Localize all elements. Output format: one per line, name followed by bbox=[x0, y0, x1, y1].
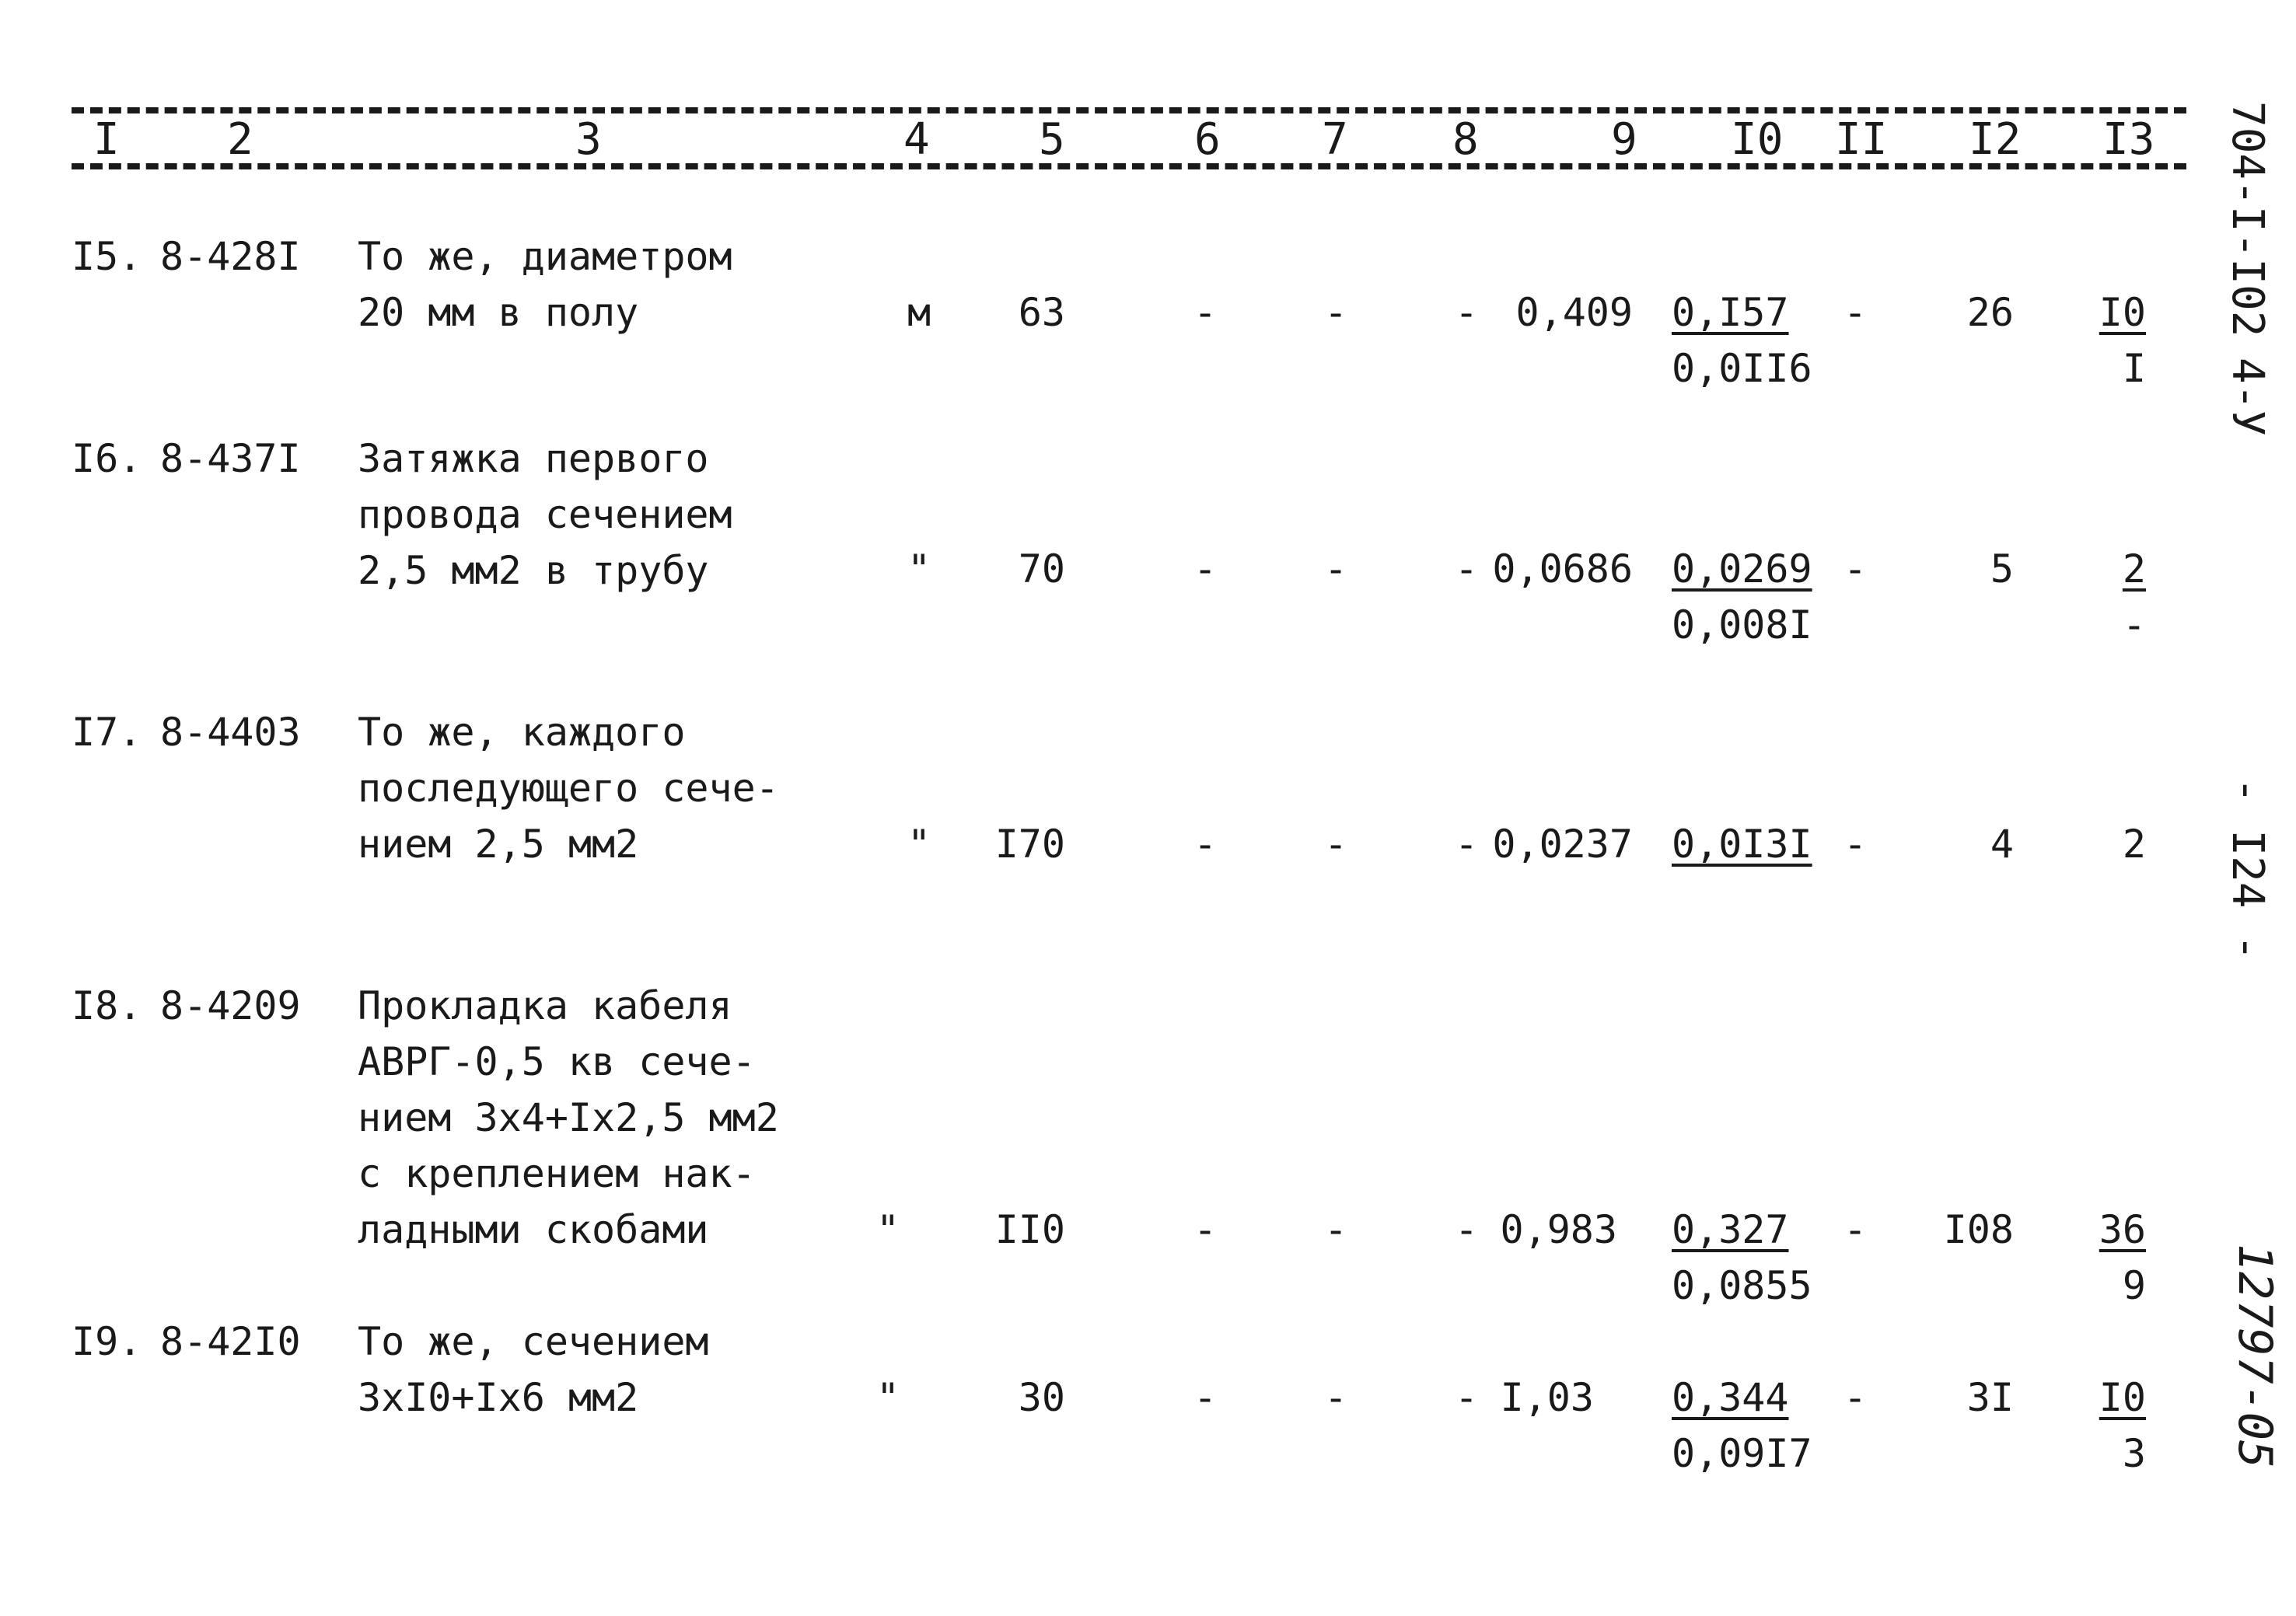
col8-value: - bbox=[1454, 290, 1479, 335]
margin-doc-code: 704-I-I02 bbox=[2222, 101, 2273, 337]
unit: " bbox=[907, 546, 931, 592]
row-number: I7. bbox=[72, 710, 142, 755]
col11-value: - bbox=[1843, 822, 1868, 867]
col-header-2: 2 bbox=[227, 114, 253, 165]
col-header-5: 5 bbox=[1039, 114, 1065, 165]
row-number: I5. bbox=[72, 234, 142, 279]
col13-fraction: 2 bbox=[2122, 822, 2146, 867]
unit: " bbox=[875, 1207, 900, 1252]
col-header-9: 9 bbox=[1611, 114, 1637, 165]
unit: " bbox=[907, 822, 931, 867]
col12-value: 3I bbox=[1966, 1375, 2014, 1420]
col6-value: - bbox=[1193, 290, 1218, 335]
col6-value: - bbox=[1193, 1375, 1218, 1420]
row-description: То же, диаметром 20 мм в полу bbox=[358, 234, 732, 335]
col-header-13: I3 bbox=[2102, 114, 2155, 165]
col6-value: - bbox=[1193, 822, 1218, 867]
quantity: II0 bbox=[994, 1207, 1065, 1252]
col-header-8: 8 bbox=[1452, 114, 1479, 165]
quantity: 63 bbox=[1018, 290, 1065, 335]
row-description: То же, каждого последующего сече- нием 2,5 мм2 bbox=[358, 710, 779, 867]
col12-value: 26 bbox=[1966, 290, 2014, 335]
col10-fraction: $\frac{0,0269}{0,008I}$ bbox=[1672, 546, 1812, 647]
col13-fraction: $\frac{I0}{I}$ bbox=[2099, 290, 2146, 391]
col6-value: - bbox=[1193, 546, 1218, 592]
col11-value: - bbox=[1843, 546, 1868, 592]
col-header-7: 7 bbox=[1322, 114, 1348, 165]
col7-value: - bbox=[1323, 1207, 1348, 1252]
col9-value: I,03 bbox=[1500, 1375, 1594, 1420]
col13-fraction: 2 - bbox=[2122, 546, 2146, 647]
price-code: 8-437I bbox=[160, 436, 301, 481]
col9-value: 0,0686 bbox=[1492, 546, 1633, 592]
col-header-12: I2 bbox=[1969, 114, 2022, 165]
row-description: Затяжка первого провода сечением 2,5 мм2 в трубу bbox=[358, 436, 732, 593]
unit: м bbox=[907, 290, 931, 335]
price-code: 8-42I0 bbox=[160, 1319, 301, 1364]
price-code: 8-4209 bbox=[160, 983, 301, 1028]
col9-value: 0,0237 bbox=[1492, 822, 1633, 867]
row-number: I6. bbox=[72, 436, 142, 481]
col-header-1: I bbox=[93, 114, 120, 165]
col13-fraction: $\frac{36}{9}$ bbox=[2099, 1207, 2146, 1308]
quantity: 30 bbox=[1018, 1375, 1065, 1420]
margin-page-number: - I24 - bbox=[2222, 777, 2273, 962]
margin-inventory-number: 12797-05 bbox=[2228, 1244, 2282, 1468]
col10-fraction: $\frac{0,327}{0,0855}$ bbox=[1672, 1207, 1812, 1308]
col12-value: 4 bbox=[1990, 822, 2014, 867]
col7-value: - bbox=[1323, 546, 1348, 592]
header-top-rule bbox=[72, 107, 2186, 113]
col-header-10: I0 bbox=[1731, 114, 1784, 165]
col7-value: - bbox=[1323, 822, 1348, 867]
col9-value: 0,409 bbox=[1515, 290, 1633, 335]
col7-value: - bbox=[1323, 1375, 1348, 1420]
col11-value: - bbox=[1843, 290, 1868, 335]
row-number: I8. bbox=[72, 983, 142, 1028]
col8-value: - bbox=[1454, 1375, 1479, 1420]
quantity: 70 bbox=[1018, 546, 1065, 592]
col-header-3: 3 bbox=[575, 114, 602, 165]
col8-value: - bbox=[1454, 1207, 1479, 1252]
col8-value: - bbox=[1454, 822, 1479, 867]
col-header-6: 6 bbox=[1194, 114, 1221, 165]
col10-fraction: 0,0I3I bbox=[1672, 822, 1812, 867]
col-header-11: II bbox=[1835, 114, 1888, 165]
col8-value: - bbox=[1454, 546, 1479, 592]
col13-fraction: $\frac{I0}{3}$ bbox=[2099, 1375, 2146, 1476]
col7-value: - bbox=[1323, 290, 1348, 335]
col10-fraction: $\frac{0,344}{0,09I7}$ bbox=[1672, 1375, 1812, 1476]
col-header-4: 4 bbox=[903, 114, 930, 165]
price-code: 8-4403 bbox=[160, 710, 301, 755]
col11-value: - bbox=[1843, 1207, 1868, 1252]
col11-value: - bbox=[1843, 1375, 1868, 1420]
col12-value: 5 bbox=[1990, 546, 2014, 592]
row-number: I9. bbox=[72, 1319, 142, 1364]
unit: " bbox=[875, 1375, 900, 1420]
quantity: I70 bbox=[994, 822, 1065, 867]
margin-sheet: 4-У bbox=[2222, 358, 2273, 437]
price-code: 8-428I bbox=[160, 234, 301, 279]
row-description: То же, сечением 3хI0+Iх6 мм2 bbox=[358, 1319, 709, 1420]
col12-value: I08 bbox=[1943, 1207, 2014, 1252]
col10-fraction: $\frac{0,I57}{0,0II6}$ bbox=[1672, 290, 1812, 391]
row-description: Прокладка кабеля АВРГ-0,5 кв сече- нием 3х4+Iх2,5 мм2 с креплением нак- ладными скобами bbox=[358, 983, 779, 1252]
col6-value: - bbox=[1193, 1207, 1218, 1252]
col9-value: 0,983 bbox=[1500, 1207, 1617, 1252]
